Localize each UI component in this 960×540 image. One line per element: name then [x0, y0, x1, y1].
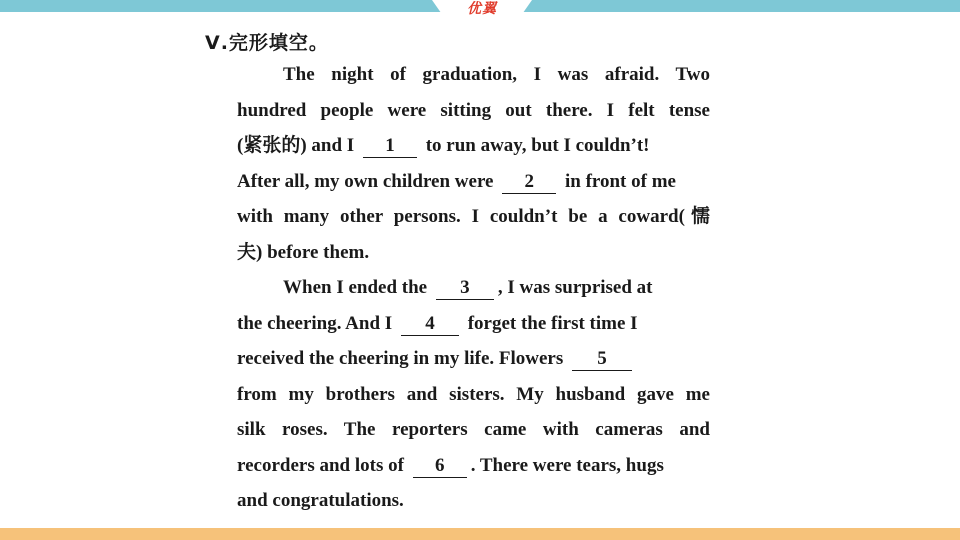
- passage-text: to run away, but I couldn’t!: [425, 135, 650, 156]
- passage-line: [237, 57, 710, 93]
- blank-6[interactable]: 6: [413, 455, 467, 478]
- passage-text: in front of me: [564, 170, 676, 192]
- cloze-passage: [237, 57, 710, 519]
- passage-text: hundred people were sitting out there. I felt tense: [237, 99, 710, 121]
- bottom-accent-bar: [0, 528, 960, 540]
- blank-5[interactable]: 5: [572, 348, 632, 371]
- passage-line: [237, 377, 710, 413]
- passage-text: 夫) before them.: [237, 241, 370, 263]
- passage-line: [237, 448, 710, 484]
- passage-text: with many other persons. I couldn’t be a coward(懦: [237, 206, 710, 227]
- passage-text: silk roses. The reporters came with cameras and: [237, 419, 710, 440]
- passage-line: [237, 341, 710, 377]
- passage-text: and congratulations.: [237, 490, 404, 511]
- blank-4[interactable]: 4: [401, 313, 459, 336]
- passage-text: When I ended the: [283, 277, 428, 298]
- blank-1[interactable]: 1: [363, 135, 417, 158]
- passage-text: The night of graduation, I was afraid. Two: [283, 64, 710, 85]
- passage-line: [237, 306, 710, 342]
- passage-text: recorders and lots of: [237, 454, 404, 476]
- passage-text: . There were tears, hugs: [470, 454, 664, 476]
- passage-line: [237, 164, 710, 200]
- passage-text: After all, my own children were: [237, 170, 494, 192]
- section-title: Ⅴ.完形填空。: [205, 32, 329, 54]
- passage-line: [237, 235, 710, 271]
- passage-line: [237, 270, 710, 306]
- passage-line: [237, 199, 710, 235]
- passage-text: from my brothers and sisters. My husband gave me: [237, 383, 710, 405]
- passage-text: forget the first time I: [467, 312, 638, 334]
- passage-line: [237, 93, 710, 129]
- passage-line: [237, 483, 710, 519]
- passage-text: , I was surprised at: [497, 277, 653, 298]
- passage-line: [237, 128, 710, 164]
- passage-line: [237, 412, 710, 448]
- passage-text: received the cheering in my life. Flowers: [237, 348, 564, 369]
- blank-3[interactable]: 3: [436, 277, 494, 300]
- passage-text: the cheering. And I: [237, 312, 393, 334]
- passage-text: (紧张的) and I: [237, 135, 355, 156]
- publisher-logo: 优翼: [467, 1, 497, 17]
- blank-2[interactable]: 2: [502, 171, 556, 194]
